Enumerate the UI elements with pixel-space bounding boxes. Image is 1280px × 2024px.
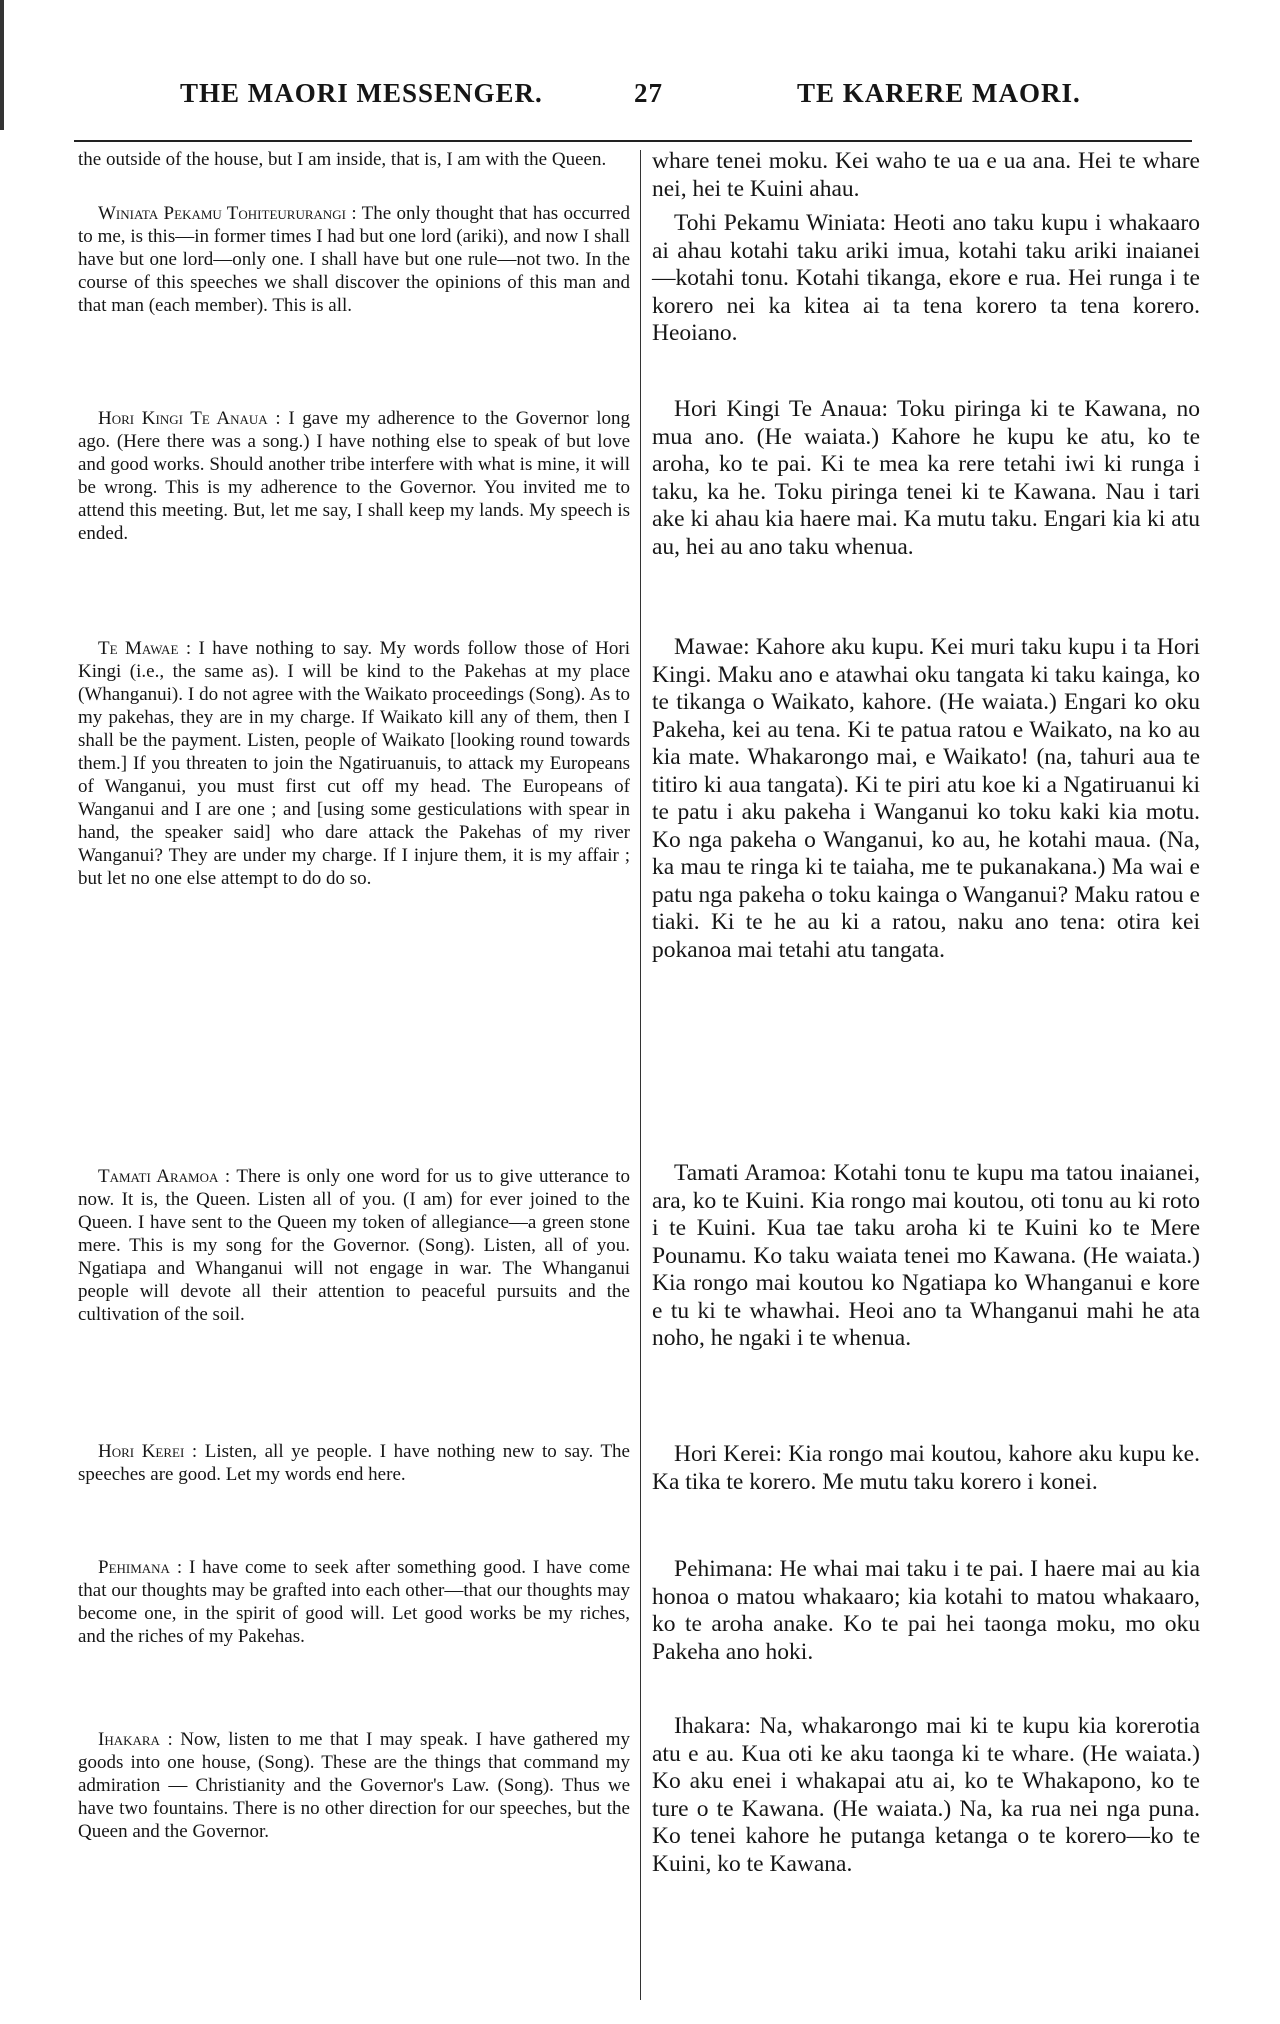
speaker-name: Pehimana : <box>98 1557 183 1578</box>
header-rule <box>74 140 1192 142</box>
paragraph-text: I have nothing to say. My words follow those of Hori Kingi (i.e., the same as). I will be kind to the Pakehas at my place (Whanganui). I do not agree with the Waikato proceedings (Song). As to my pakehas, they are in my charge. If Waikato kill any of them, then I shall be the payment. Listen, people of Waikato [looking round towards them.] If you threaten to join the Ngatiruanuis, to attack my Europeans of Wanganui, you must first cut off my head. The Europeans of Wanganui and I are one ; and [using some gesticulations with spear in hand, the speaker said] who dare attack the Pakehas of my river Wanganui? They are under my charge. If I injure them, it is my affair ; but let no one else attempt to do do so. <box>78 638 630 889</box>
page-number: 27 <box>634 78 663 108</box>
maori-paragraph: Hori Kerei: Kia rongo mai koutou, kahore aku kupu ke. Ka tika te korero. Me mutu taku korero i konei. <box>652 1441 1200 1495</box>
maori-paragraph: Tohi Pekamu Winiata: Heoti ano taku kupu i whakaaro ai ahau kotahi taku ariki imua, kotahi taku ariki inaianei—kotahi tonu. Kotahi tikanga, ekore e rua. Hei runga i te korero nei ka kitea ai ta tena korero ta tena korero. Heoiano. <box>652 210 1200 346</box>
column-divider <box>640 150 641 2000</box>
speaker-name: Tamati Aramoa : <box>98 1166 231 1187</box>
english-paragraph <box>78 407 630 545</box>
english-paragraph <box>78 637 630 890</box>
paragraph-text: There is only one word for us to give utterance to now. It is, the Queen. Listen all of you. (I am) for ever joined to the Queen. I have sent to the Queen my token of allegiance—a green stone mere. This is my song for the Governor. (Song). Listen, all of you. Ngatiapa and Whanganui will not engage in war. The Whanganui people will devote all their attention to peaceful pursuits and the cultivation of the soil. <box>78 1166 630 1325</box>
english-paragraph <box>78 202 630 317</box>
maori-paragraph: Mawae: Kahore aku kupu. Kei muri taku kupu i ta Hori Kingi. Maku ano e atawhai oku tangata ki taku kainga, ko te tikanga o Waikato, kahore. (He waiata.) Engari ko oku Pakeha, kei au tena. Ki te patua ratou e Waikato, na ko au kia mate. Whakarongo mai, e Waikato! (na, tahuri aua te titiro ki aua tangata). Ki te piri atu koe ki a Ngatiruanui ki te patu i aku pakeha i Wanganui ko toku kaki kia motu. Ko nga pakeha o Wanganui, ko au, he kotahi maua. (Na, ka mau te ringa ki te taiaha, me te pukanakana.) Ma wai e patu nga pakeha o toku kainga o Wanganui? Maku ratou e tiaki. Ki te he au ki a ratou, naku ano tena: otira kei pokanoa mai tetahi atu tangata. <box>652 634 1200 963</box>
paragraph-text: I gave my adherence to the Governor long ago. (Here there was a song.) I have nothing else to speak of but love and good works. Should another tribe interfere with what is mine, it will be wrong. This is my adherence to the Governor. You invited me to attend this meeting. But, let me say, I shall keep my lands. My speech is ended. <box>78 408 631 544</box>
paragraph-text: The only thought that has occurred to me, is this—in former times I had but one lord (ariki), and now I shall have but one lord—only one. I shall have but one rule—not two. In the course of this speeches we shall discover the opinions of this man and that man (each member). This is all. <box>78 203 630 316</box>
english-paragraph <box>78 1165 630 1326</box>
maori-paragraph: Ihakara: Na, whakarongo mai ki te kupu kia korerotia atu e au. Kua oti ke aku taonga ki te whare. (He waiata.) Ko aku enei i whakapai atu ai, ko te Whakapono, ko te ture o te Kawana. (He waiata.) Na, ka rua nei nga puna. Ko tenei kahore he putanga ketanga o te korero—ko te Kuini, ko te Kawana. <box>652 1713 1200 1877</box>
paragraph-text: I have come to seek after something good. I have come that our thoughts may be grafted into each other—that our thoughts may become one, in the spirit of good will. Let good works be my riches, and the riches of my Pakehas. <box>78 1557 630 1647</box>
page-header <box>0 78 1280 118</box>
english-paragraph <box>78 148 630 171</box>
speaker-name: Ihakara : <box>98 1729 173 1750</box>
paragraph-text: Listen, all ye people. I have nothing new to say. The speeches are good. Let my words end here. <box>78 1441 630 1485</box>
speaker-name: Te Mawae : <box>98 638 192 659</box>
speaker-name: Winiata Pekamu Tohiteururangi : <box>98 203 357 224</box>
paragraph-text: Now, listen to me that I may speak. I have gathered my goods into one house, (Song). These are the things that command my admiration — Christianity and the Governor's Law. (Song). Thus we have two fountains. There is no other direction for our speeches, but the Queen and the Governor. <box>78 1729 631 1842</box>
paragraph-text: the outside of the house, but I am inside, that is, I am with the Queen. <box>78 149 607 170</box>
header-maori-title: TE KARERE MAORI. <box>797 78 1081 108</box>
header-english-title: THE MAORI MESSENGER. <box>180 78 543 108</box>
speaker-name: Hori Kerei : <box>98 1441 198 1462</box>
maori-paragraph: Tamati Aramoa: Kotahi tonu te kupu ma tatou inaianei, ara, ko te Kuini. Kia rongo mai koutou, oti tonu au ki roto i te Kuini. Kua tae taku aroha ki te Kuini ko te Mere Pounamu. Ko taku waiata tenei mo Kawana. (He waiata.) Kia rongo mai koutou ko Ngatiapa ko Whanganui e kore e tu ki te whawhai. Heoi ano ta Whanganui mahi he ata noho, he ngaki i te whenua. <box>652 1160 1200 1351</box>
maori-paragraph: whare tenei moku. Kei waho te ua e ua ana. Hei te whare nei, hei te Kuini ahau. <box>652 148 1200 202</box>
english-paragraph <box>78 1728 630 1843</box>
english-paragraph <box>78 1556 630 1648</box>
maori-paragraph: Pehimana: He whai mai taku i te pai. I haere mai au kia honoa o matou whakaaro; kia kotahi to matou whakaaro, ko te aroha anake. Ko te pai hei taonga moku, mo oku Pakeha ano hoki. <box>652 1556 1200 1665</box>
speaker-name: Hori Kingi Te Anaua : <box>98 408 281 429</box>
english-paragraph <box>78 1440 630 1486</box>
maori-paragraph: Hori Kingi Te Anaua: Toku piringa ki te Kawana, no mua ano. (He waiata.) Kahore he kupu ke atu, ko te aroha, ko te pai. Ki te mea ka rere tetahi iwi ki runga i taku, ka he. Toku piringa tenei ki te Kawana. Nau i tari ake ki ahau kia haere mai. Ka mutu taku. Engari kia ki atu au, hei au ano taku whenua. <box>652 396 1200 560</box>
